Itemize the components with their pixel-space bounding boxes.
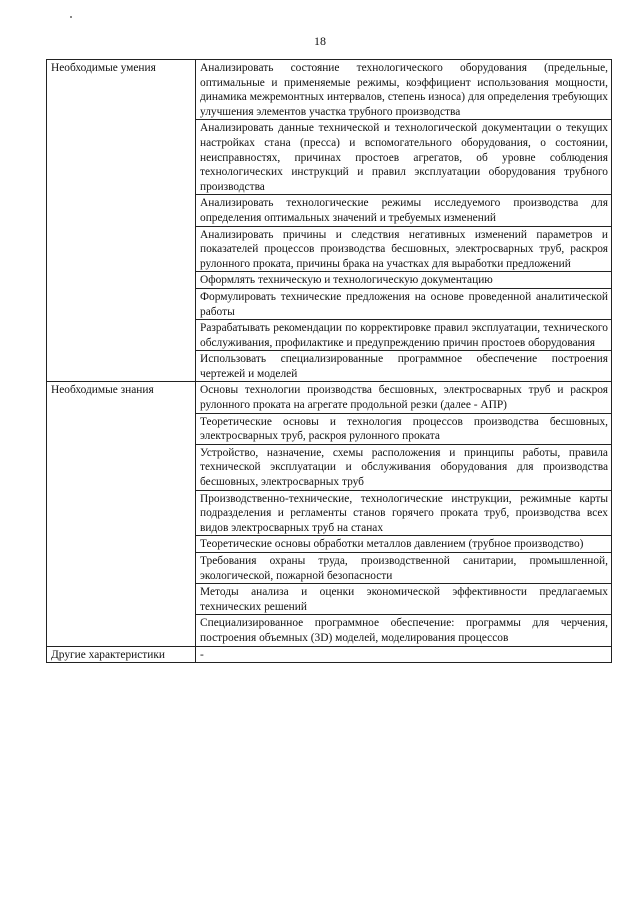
row-label-other: Другие характеристики (47, 646, 196, 663)
list-item: Анализировать данные технической и технологической документации о текущих настройках стана (пресса) и вспомогательного оборудования, о состоянии, неисправностях, причинах простоев агрегатов, об уровне соблюдения технологических инструкций и правил эксплуатации оборудования трубного производства (196, 120, 611, 195)
other-list (196, 646, 612, 663)
list-item: Анализировать технологические режимы исследуемого производства для определения оптимальных значений и требуемых изменений (196, 195, 611, 226)
skills-list (196, 60, 612, 382)
list-item: Методы анализа и оценки экономической эффективности предлагаемых технических решений (196, 584, 611, 615)
row-label-knowledge: Необходимые знания (47, 382, 196, 646)
list-item: Основы технологии производства бесшовных, электросварных труб и раскроя рулонного проката на агрегате продольной резки (далее - АПР) (196, 382, 611, 413)
list-item: Анализировать состояние технологического оборудования (предельные, оптимальные и применяемые режимы, коэффициент использования мощности, динамика межремонтных интервалов, степень износа) для определения требующих улучшения элементов участка трубного производства (196, 60, 611, 120)
list-item: Производственно-технические, технологические инструкции, режимные карты подразделения и регламенты станов горячего проката труб, производства всех видов электросварных труб на станах (196, 491, 611, 537)
table-row-knowledge (47, 382, 612, 646)
list-item: Разрабатывать рекомендации по корректировке правил эксплуатации, технического обслуживания, профилактике и предупреждению причин простоев оборудования (196, 320, 611, 351)
page-number: 18 (314, 34, 326, 48)
list-item: Теоретические основы и технология процессов производства бесшовных, электросварных труб, раскроя рулонного проката (196, 414, 611, 445)
knowledge-list (196, 382, 612, 646)
scan-speck (70, 16, 72, 18)
list-item: Формулировать технические предложения на основе проведенной аналитической работы (196, 289, 611, 320)
list-item: Анализировать причины и следствия негативных изменений параметров и показателей процессов производства бесшовных, электросварных труб, раскроя рулонного проката, причины брака на участках для выработки предложений (196, 227, 611, 273)
table-row-other (47, 646, 612, 663)
row-label-skills: Необходимые умения (47, 60, 196, 382)
list-item: Устройство, назначение, схемы расположения и принципы работы, правила технической эксплуатации и обслуживания оборудования для производства бесшовных, электросварных труб (196, 445, 611, 491)
list-item: Оформлять техническую и технологическую документацию (196, 272, 611, 289)
list-item: Требования охраны труда, производственной санитарии, промышленной, экологической, пожарной безопасности (196, 553, 611, 584)
list-item: - (200, 648, 204, 661)
table-row-skills (47, 60, 612, 382)
list-item: Специализированное программное обеспечение: программы для черчения, построения объемных (3D) моделей, моделирования процессов (200, 617, 608, 644)
list-item: Использовать специализированные программное обеспечение построения чертежей и моделей (200, 353, 608, 380)
list-item: Теоретические основы обработки металлов давлением (трубное производство) (196, 536, 611, 553)
requirements-table (46, 59, 612, 663)
